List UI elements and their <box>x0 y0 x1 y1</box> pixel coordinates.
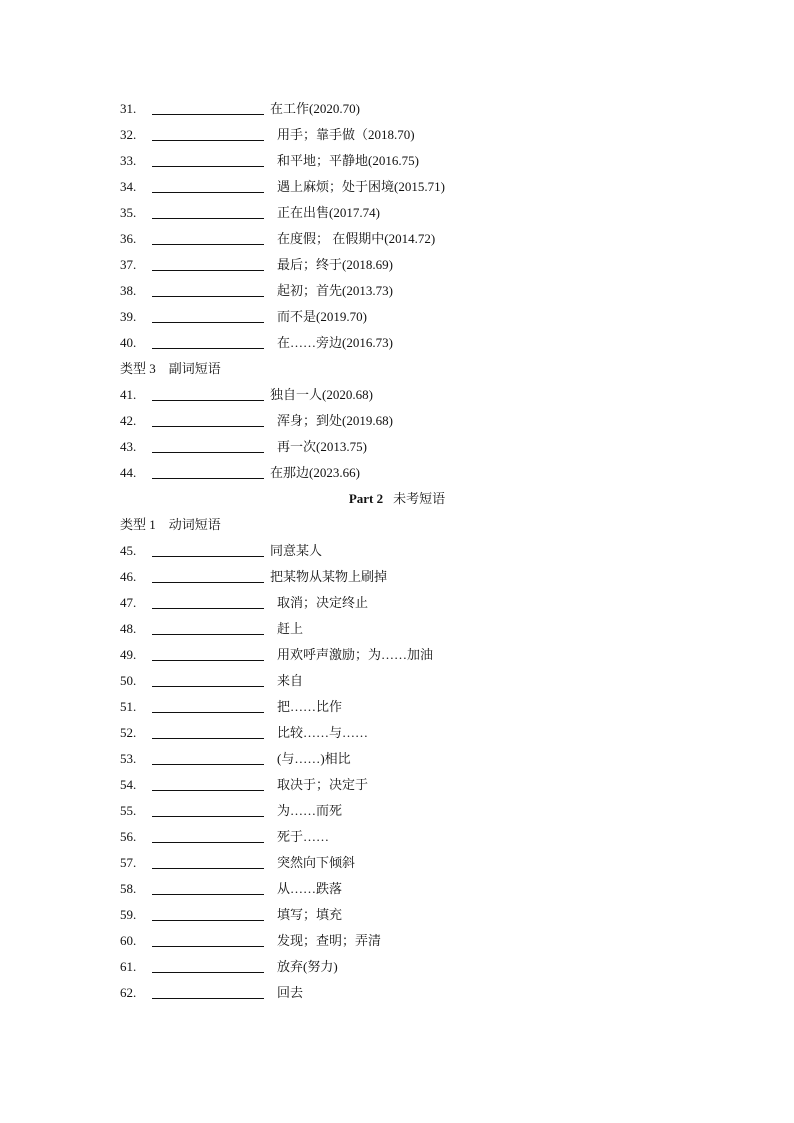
answer-blank[interactable] <box>152 699 264 713</box>
item-meaning: 取决于；决定于 <box>277 777 369 792</box>
item-meaning: 取消；决定终止 <box>277 595 369 610</box>
item-number: 36. <box>120 231 137 246</box>
item-number: 52. <box>120 725 137 740</box>
item-number: 60. <box>120 933 137 948</box>
answer-blank[interactable] <box>152 673 264 687</box>
answer-blank[interactable] <box>152 933 264 947</box>
blank-item-row <box>0 304 794 330</box>
part2-label: Part 2 <box>348 491 384 506</box>
blank-item-row <box>0 980 794 1006</box>
answer-blank[interactable] <box>152 231 264 245</box>
answer-blank[interactable] <box>152 725 264 739</box>
answer-blank[interactable] <box>152 153 264 167</box>
answer-blank[interactable] <box>152 777 264 791</box>
answer-blank[interactable] <box>152 595 264 609</box>
blank-item-row <box>0 928 794 954</box>
blank-item-row <box>0 954 794 980</box>
item-number: 41. <box>120 387 137 402</box>
answer-blank[interactable] <box>152 205 264 219</box>
answer-blank[interactable] <box>152 621 264 635</box>
answer-blank[interactable] <box>152 257 264 271</box>
item-list-b <box>0 382 794 486</box>
blank-item-row <box>0 564 794 590</box>
item-meaning: 从……跌落 <box>277 881 343 896</box>
blank-item-row <box>0 694 794 720</box>
item-number: 37. <box>120 257 137 272</box>
blank-item-row <box>0 434 794 460</box>
item-meaning: 把……比作 <box>277 699 343 714</box>
item-meaning: 赶上 <box>277 621 304 636</box>
answer-blank[interactable] <box>152 309 264 323</box>
blank-item-row <box>0 252 794 278</box>
answer-blank[interactable] <box>152 569 264 583</box>
item-meaning: 用欢呼声激励；为……加油 <box>277 647 434 662</box>
item-meaning: 填写；填充 <box>277 907 343 922</box>
part2-heading <box>0 486 794 512</box>
item-meaning: 在度假； 在假期中(2014.72) <box>277 231 436 246</box>
blank-item-row <box>0 174 794 200</box>
answer-blank[interactable] <box>152 465 264 479</box>
item-number: 50. <box>120 673 137 688</box>
blank-item-row <box>0 746 794 772</box>
item-meaning: 发现；查明；弄清 <box>277 933 382 948</box>
item-meaning: 用手；靠手做（2018.70) <box>277 127 415 142</box>
item-number: 40. <box>120 335 137 350</box>
item-meaning: 在……旁边(2016.73) <box>277 335 393 350</box>
answer-blank[interactable] <box>152 335 264 349</box>
item-meaning: 为……而死 <box>277 803 343 818</box>
blank-item-row <box>0 590 794 616</box>
answer-blank[interactable] <box>152 413 264 427</box>
item-meaning: 来自 <box>277 673 304 688</box>
blank-item-row <box>0 460 794 486</box>
blank-item-row <box>0 902 794 928</box>
item-number: 42. <box>120 413 137 428</box>
answer-blank[interactable] <box>152 387 264 401</box>
section-type3-heading: 类型 3 副词短语 <box>120 361 221 376</box>
blank-item-row <box>0 408 794 434</box>
item-number: 33. <box>120 153 137 168</box>
blank-item-row <box>0 382 794 408</box>
item-number: 47. <box>120 595 137 610</box>
blank-item-row <box>0 876 794 902</box>
item-meaning: 最后；终于(2018.69) <box>277 257 393 272</box>
item-number: 51. <box>120 699 137 714</box>
item-meaning: 遇上麻烦；处于困境(2015.71) <box>277 179 445 194</box>
item-meaning: 回去 <box>277 985 304 1000</box>
answer-blank[interactable] <box>152 101 264 115</box>
answer-blank[interactable] <box>152 439 264 453</box>
answer-blank[interactable] <box>152 829 264 843</box>
item-number: 49. <box>120 647 137 662</box>
item-meaning: 死于…… <box>277 829 330 844</box>
item-number: 35. <box>120 205 137 220</box>
item-number: 59. <box>120 907 137 922</box>
item-meaning: 同意某人 <box>270 543 323 558</box>
blank-item-row <box>0 824 794 850</box>
answer-blank[interactable] <box>152 543 264 557</box>
item-meaning: 浑身；到处(2019.68) <box>277 413 393 428</box>
blank-item-row <box>0 642 794 668</box>
item-number: 45. <box>120 543 137 558</box>
item-number: 46. <box>120 569 137 584</box>
blank-item-row <box>0 850 794 876</box>
answer-blank[interactable] <box>152 647 264 661</box>
item-number: 61. <box>120 959 137 974</box>
item-meaning: 在那边(2023.66) <box>270 465 360 480</box>
answer-blank[interactable] <box>152 985 264 999</box>
answer-blank[interactable] <box>152 751 264 765</box>
blank-item-row <box>0 538 794 564</box>
item-number: 34. <box>120 179 137 194</box>
item-meaning: 突然向下倾斜 <box>277 855 356 870</box>
blank-item-row <box>0 200 794 226</box>
item-number: 48. <box>120 621 137 636</box>
worksheet-page <box>0 96 794 1006</box>
answer-blank[interactable] <box>152 179 264 193</box>
item-number: 39. <box>120 309 137 324</box>
blank-item-row <box>0 148 794 174</box>
blank-item-row <box>0 668 794 694</box>
item-list-c <box>0 538 794 1006</box>
item-meaning: 独自一人(2020.68) <box>270 387 373 402</box>
blank-item-row <box>0 798 794 824</box>
item-number: 57. <box>120 855 137 870</box>
answer-blank[interactable] <box>152 283 264 297</box>
blank-item-row <box>0 226 794 252</box>
item-number: 38. <box>120 283 137 298</box>
blank-item-row <box>0 720 794 746</box>
answer-blank[interactable] <box>152 803 264 817</box>
answer-blank[interactable] <box>152 907 264 921</box>
item-list-a <box>0 96 794 356</box>
item-meaning: 把某物从某物上刷掉 <box>270 569 388 584</box>
blank-item-row <box>0 278 794 304</box>
blank-item-row <box>0 122 794 148</box>
item-number: 55. <box>120 803 137 818</box>
item-number: 62. <box>120 985 137 1000</box>
blank-item-row <box>0 330 794 356</box>
item-number: 58. <box>120 881 137 896</box>
section-type1-heading: 类型 1 动词短语 <box>120 517 221 532</box>
item-meaning: 再一次(2013.75) <box>277 439 367 454</box>
answer-blank[interactable] <box>152 855 264 869</box>
part2-title: 未考短语 <box>393 491 446 506</box>
item-meaning: 而不是(2019.70) <box>277 309 367 324</box>
item-meaning: 和平地；平静地(2016.75) <box>277 153 419 168</box>
answer-blank[interactable] <box>152 127 264 141</box>
blank-item-row <box>0 96 794 122</box>
item-number: 54. <box>120 777 137 792</box>
item-number: 56. <box>120 829 137 844</box>
answer-blank[interactable] <box>152 959 264 973</box>
item-meaning: 在工作(2020.70) <box>270 101 360 116</box>
item-number: 43. <box>120 439 137 454</box>
item-number: 44. <box>120 465 137 480</box>
item-meaning: 正在出售(2017.74) <box>277 205 380 220</box>
item-meaning: (与……)相比 <box>277 751 351 766</box>
item-meaning: 放弃(努力) <box>277 959 338 974</box>
blank-item-row <box>0 616 794 642</box>
item-meaning: 比较……与…… <box>277 725 369 740</box>
item-number: 31. <box>120 101 137 116</box>
answer-blank[interactable] <box>152 881 264 895</box>
item-number: 53. <box>120 751 137 766</box>
item-meaning: 起初；首先(2013.73) <box>277 283 393 298</box>
item-number: 32. <box>120 127 137 142</box>
blank-item-row <box>0 772 794 798</box>
